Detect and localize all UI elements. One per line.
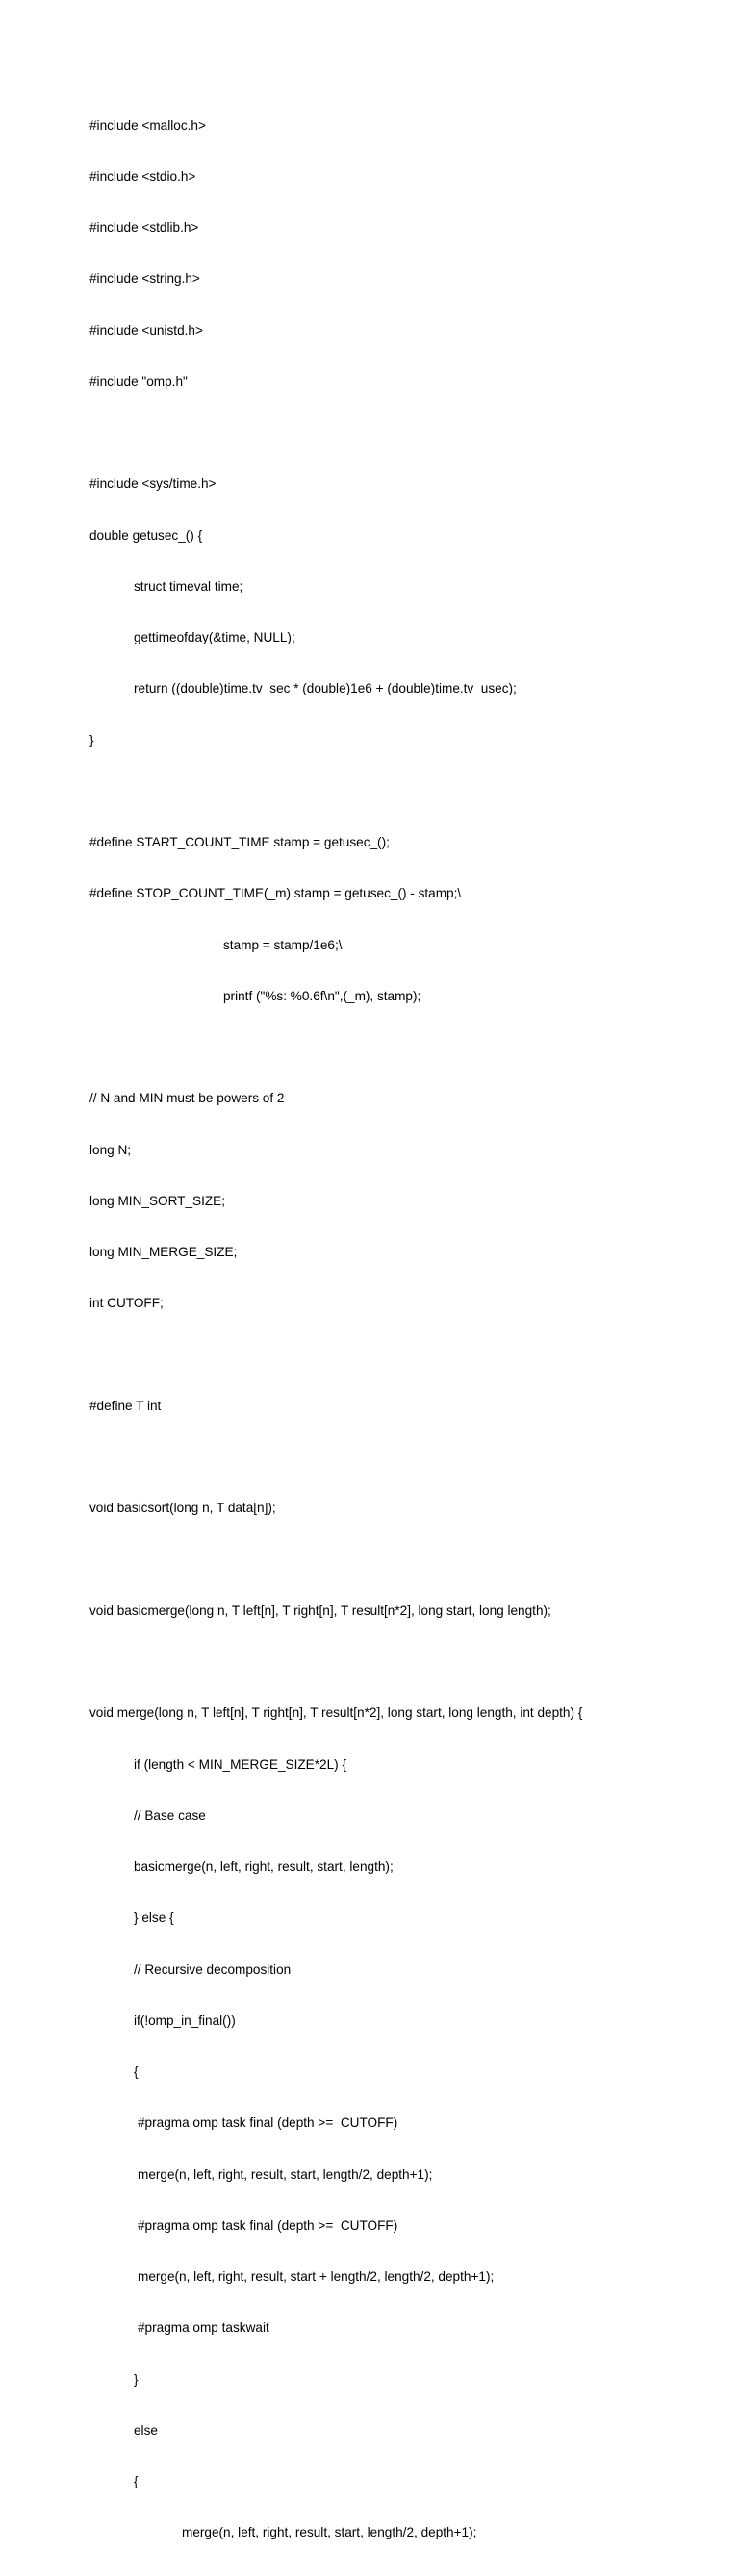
code-line: #define START_COUNT_TIME stamp = getusec_();	[89, 835, 390, 849]
code-line: printf ("%s: %0.6f\n",(_m), stamp);	[223, 988, 421, 1003]
code-line: #include <stdlib.h>	[89, 220, 199, 235]
code-line: // Recursive decomposition	[134, 1961, 292, 1977]
blank-line	[89, 1347, 725, 1364]
code-line: #include <string.h>	[89, 271, 200, 287]
code-line: #include <sys/time.h>	[89, 476, 217, 492]
code-line: struct timeval time;	[134, 578, 243, 593]
code-line: stamp = stamp/1e6;\	[223, 937, 343, 952]
code-line: {	[134, 2064, 139, 2079]
blank-line	[89, 1654, 725, 1671]
code-line: if(!omp_in_final())	[134, 2012, 236, 2028]
code-line: #pragma omp task final (depth >= CUTOFF)	[138, 2115, 398, 2131]
code-line: #pragma omp task final (depth >= CUTOFF)	[138, 2217, 398, 2233]
code-line: #include <stdio.h>	[89, 168, 196, 184]
code-line: merge(n, left, right, result, start + length/2, length/2, depth+1);	[138, 2269, 495, 2284]
code-line: {	[134, 2474, 139, 2488]
code-line: #include <malloc.h>	[89, 117, 206, 133]
code-listing	[89, 83, 725, 2576]
code-line: basicmerge(n, left, right, result, start, length);	[134, 1859, 394, 1874]
code-line: int CUTOFF;	[89, 1296, 164, 1311]
code-line: long MIN_MERGE_SIZE;	[89, 1245, 238, 1259]
code-line: // N and MIN must be powers of 2	[89, 1091, 285, 1106]
code-line: void basicmerge(long n, T left[n], T right[n], T result[n*2], long start, long length);	[89, 1603, 551, 1618]
code-line: void basicsort(long n, T data[n]);	[89, 1501, 276, 1516]
blank-line	[89, 1039, 725, 1056]
code-line: long MIN_SORT_SIZE;	[89, 1193, 226, 1208]
code-line: #define STOP_COUNT_TIME(_m) stamp = getusec_() - stamp;\	[89, 886, 462, 901]
code-line: else	[134, 2422, 158, 2437]
blank-line	[89, 783, 725, 800]
code-line: merge(n, left, right, result, start, length/2, depth+1);	[182, 2525, 477, 2540]
blank-line	[89, 1552, 725, 1569]
code-line: #include <unistd.h>	[89, 322, 203, 338]
code-line: } else {	[134, 1910, 174, 1926]
code-line: #pragma omp taskwait	[138, 2320, 269, 2336]
blank-line	[89, 1449, 725, 1466]
code-line: }	[134, 2371, 139, 2387]
code-line: return ((double)time.tv_sec * (double)1e6 + (double)time.tv_usec);	[134, 681, 517, 696]
code-line: #define T int	[89, 1398, 162, 1413]
code-line: long N;	[89, 1142, 132, 1157]
code-line: // Base case	[134, 1807, 206, 1823]
blank-line	[89, 424, 725, 442]
code-line: #include "omp.h"	[89, 373, 188, 389]
code-line: }	[89, 732, 94, 747]
code-line: void merge(long n, T left[n], T right[n], T result[n*2], long start, long length, int depth) {	[89, 1705, 583, 1721]
code-line: if (length < MIN_MERGE_SIZE*2L) {	[134, 1756, 346, 1772]
code-line: gettimeofday(&time, NULL);	[134, 630, 295, 644]
code-line: merge(n, left, right, result, start, length/2, depth+1);	[138, 2166, 433, 2182]
code-line: double getusec_() {	[89, 527, 203, 543]
